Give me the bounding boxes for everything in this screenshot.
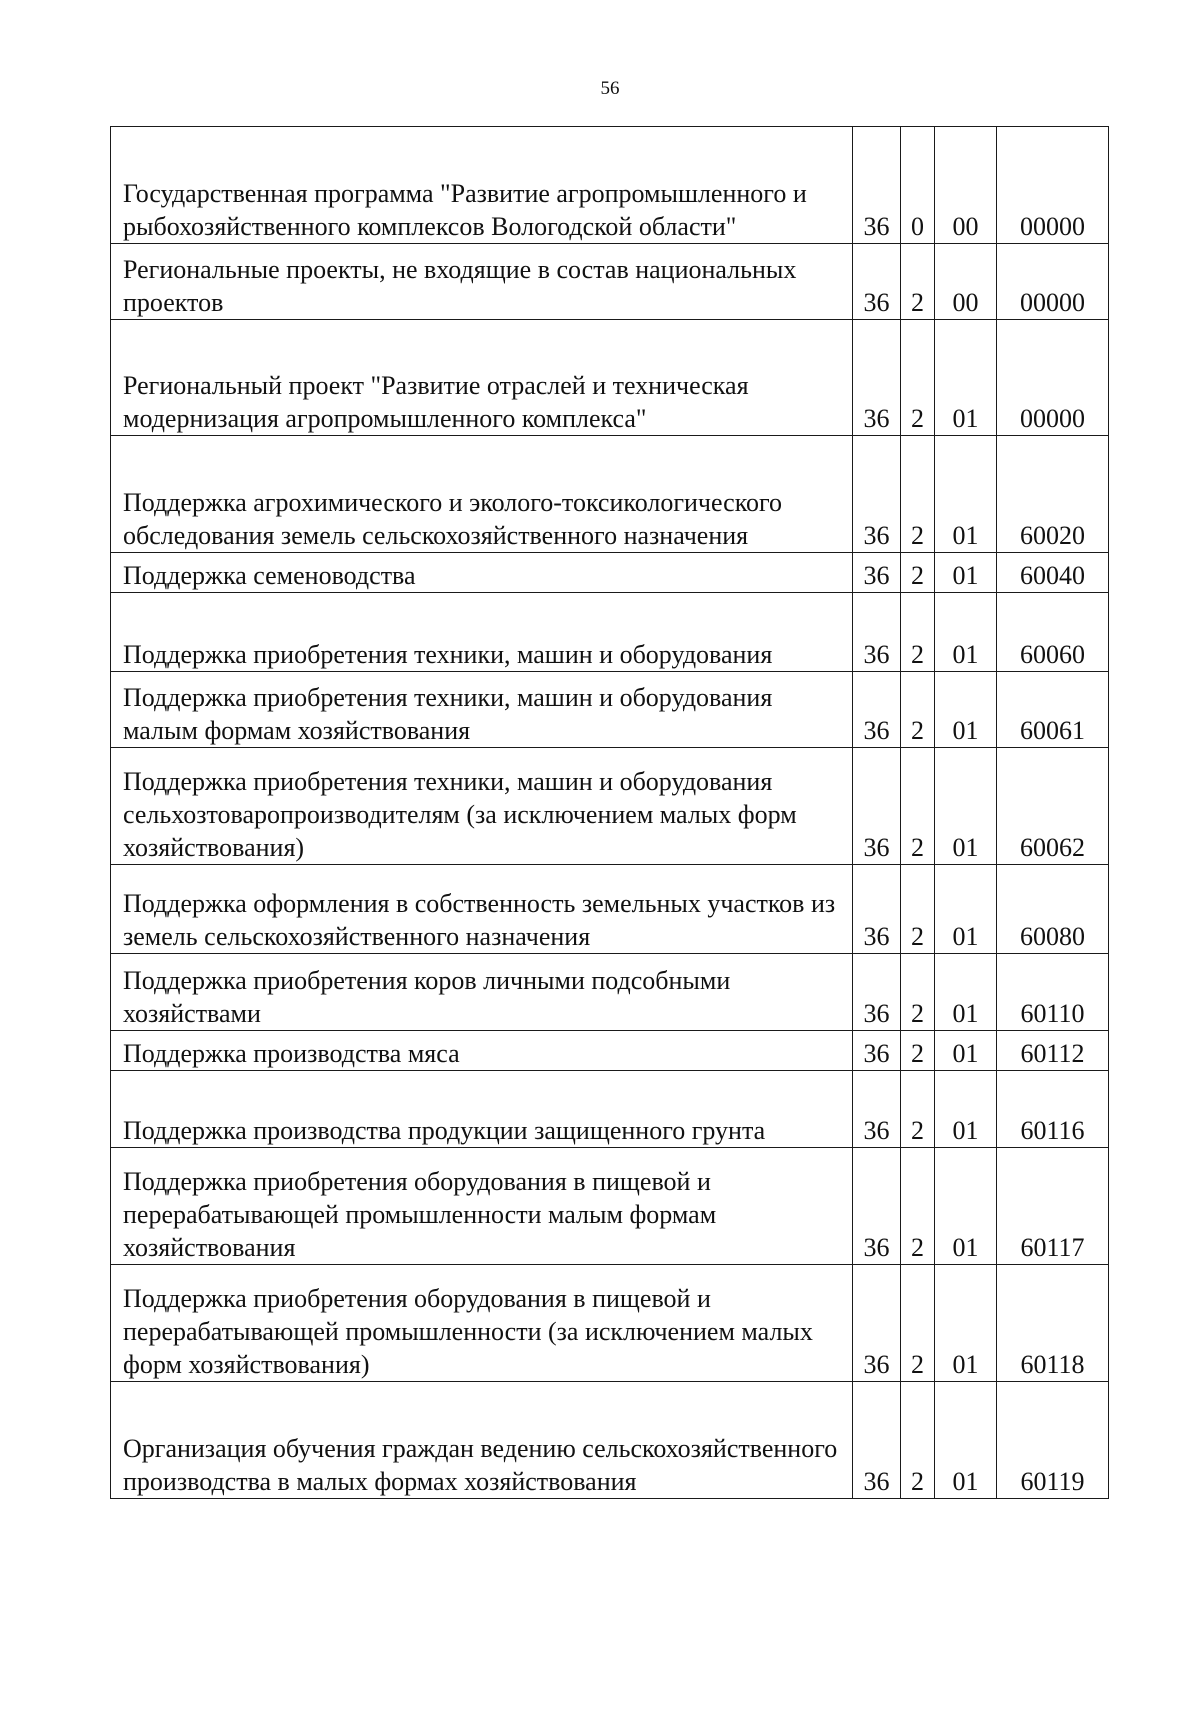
code-part-2: 2: [901, 1265, 935, 1382]
code-part-4: 60020: [997, 436, 1109, 553]
row-name: Поддержка производства мяса: [111, 1031, 853, 1071]
table-row: [111, 1382, 1109, 1499]
code-part-2: 0: [901, 127, 935, 244]
code-part-3: 01: [935, 865, 997, 954]
code-part-1: 36: [853, 127, 901, 244]
code-part-1: 36: [853, 1265, 901, 1382]
code-part-2: 2: [901, 320, 935, 436]
code-part-2: 2: [901, 1382, 935, 1499]
code-part-2: 2: [901, 954, 935, 1031]
code-part-3: 01: [935, 320, 997, 436]
table-row: [111, 1265, 1109, 1382]
code-part-1: 36: [853, 244, 901, 320]
code-part-2: 2: [901, 672, 935, 748]
code-part-4: 60119: [997, 1382, 1109, 1499]
code-part-1: 36: [853, 436, 901, 553]
code-part-4: 60080: [997, 865, 1109, 954]
table-row: [111, 244, 1109, 320]
code-part-1: 36: [853, 1031, 901, 1071]
table-row: [111, 672, 1109, 748]
code-part-3: 00: [935, 244, 997, 320]
code-part-1: 36: [853, 954, 901, 1031]
row-name: Поддержка приобретения техники, машин и оборудования сельхозтоваропроизводителям (за исключением малых форм хозяйствования): [111, 748, 853, 865]
row-name: Поддержка приобретения коров личными подсобными хозяйствами: [111, 954, 853, 1031]
code-part-3: 01: [935, 1148, 997, 1265]
code-part-2: 2: [901, 593, 935, 672]
code-part-2: 2: [901, 1031, 935, 1071]
code-part-1: 36: [853, 1071, 901, 1148]
row-name: Организация обучения граждан ведению сельскохозяйственного производства в малых формах хозяйствования: [111, 1382, 853, 1499]
table-row: [111, 553, 1109, 593]
row-name: Поддержка приобретения оборудования в пищевой и перерабатывающей промышленности малым формам хозяйствования: [111, 1148, 853, 1265]
code-part-4: 60062: [997, 748, 1109, 865]
code-part-3: 01: [935, 748, 997, 865]
row-name: Поддержка агрохимического и эколого-токсикологического обследования земель сельскохозяйственного назначения: [111, 436, 853, 553]
row-name: Поддержка приобретения техники, машин и оборудования: [111, 593, 853, 672]
code-part-3: 00: [935, 127, 997, 244]
budget-classification-table: [110, 126, 1109, 1499]
code-part-1: 36: [853, 672, 901, 748]
code-part-4: 60117: [997, 1148, 1109, 1265]
row-name: Региональные проекты, не входящие в состав национальных проектов: [111, 244, 853, 320]
table-row: [111, 748, 1109, 865]
code-part-1: 36: [853, 1382, 901, 1499]
code-part-3: 01: [935, 553, 997, 593]
code-part-3: 01: [935, 436, 997, 553]
code-part-4: 60061: [997, 672, 1109, 748]
code-part-2: 2: [901, 553, 935, 593]
table-row: [111, 1148, 1109, 1265]
code-part-4: 00000: [997, 320, 1109, 436]
code-part-4: 00000: [997, 244, 1109, 320]
row-name: Поддержка семеноводства: [111, 553, 853, 593]
code-part-3: 01: [935, 1265, 997, 1382]
code-part-1: 36: [853, 553, 901, 593]
code-part-2: 2: [901, 748, 935, 865]
code-part-1: 36: [853, 320, 901, 436]
code-part-4: 60116: [997, 1071, 1109, 1148]
code-part-3: 01: [935, 672, 997, 748]
code-part-4: 00000: [997, 127, 1109, 244]
table-row: [111, 593, 1109, 672]
code-part-4: 60118: [997, 1265, 1109, 1382]
code-part-1: 36: [853, 1148, 901, 1265]
code-part-4: 60060: [997, 593, 1109, 672]
code-part-3: 01: [935, 954, 997, 1031]
code-part-3: 01: [935, 1031, 997, 1071]
code-part-1: 36: [853, 865, 901, 954]
code-part-1: 36: [853, 593, 901, 672]
code-part-4: 60110: [997, 954, 1109, 1031]
table-row: [111, 865, 1109, 954]
table-row: [111, 320, 1109, 436]
code-part-2: 2: [901, 865, 935, 954]
table-row: [111, 127, 1109, 244]
row-name: Поддержка приобретения техники, машин и оборудования малым формам хозяйствования: [111, 672, 853, 748]
code-part-3: 01: [935, 593, 997, 672]
row-name: Поддержка производства продукции защищенного грунта: [111, 1071, 853, 1148]
row-name: Государственная программа "Развитие агропромышленного и рыбохозяйственного комплексов Вологодской области": [111, 127, 853, 244]
row-name: Поддержка приобретения оборудования в пищевой и перерабатывающей промышленности (за исключением малых форм хозяйствования): [111, 1265, 853, 1382]
table-row: [111, 954, 1109, 1031]
row-name: Поддержка оформления в собственность земельных участков из земель сельскохозяйственного назначения: [111, 865, 853, 954]
code-part-4: 60112: [997, 1031, 1109, 1071]
code-part-3: 01: [935, 1071, 997, 1148]
table-row: [111, 436, 1109, 553]
table-row: [111, 1071, 1109, 1148]
code-part-4: 60040: [997, 553, 1109, 593]
code-part-2: 2: [901, 244, 935, 320]
code-part-1: 36: [853, 748, 901, 865]
code-part-2: 2: [901, 1071, 935, 1148]
table-row: [111, 1031, 1109, 1071]
code-part-2: 2: [901, 1148, 935, 1265]
row-name: Региональный проект "Развитие отраслей и техническая модернизация агропромышленного комплекса": [111, 320, 853, 436]
page-number: 56: [600, 78, 620, 99]
code-part-2: 2: [901, 436, 935, 553]
code-part-3: 01: [935, 1382, 997, 1499]
